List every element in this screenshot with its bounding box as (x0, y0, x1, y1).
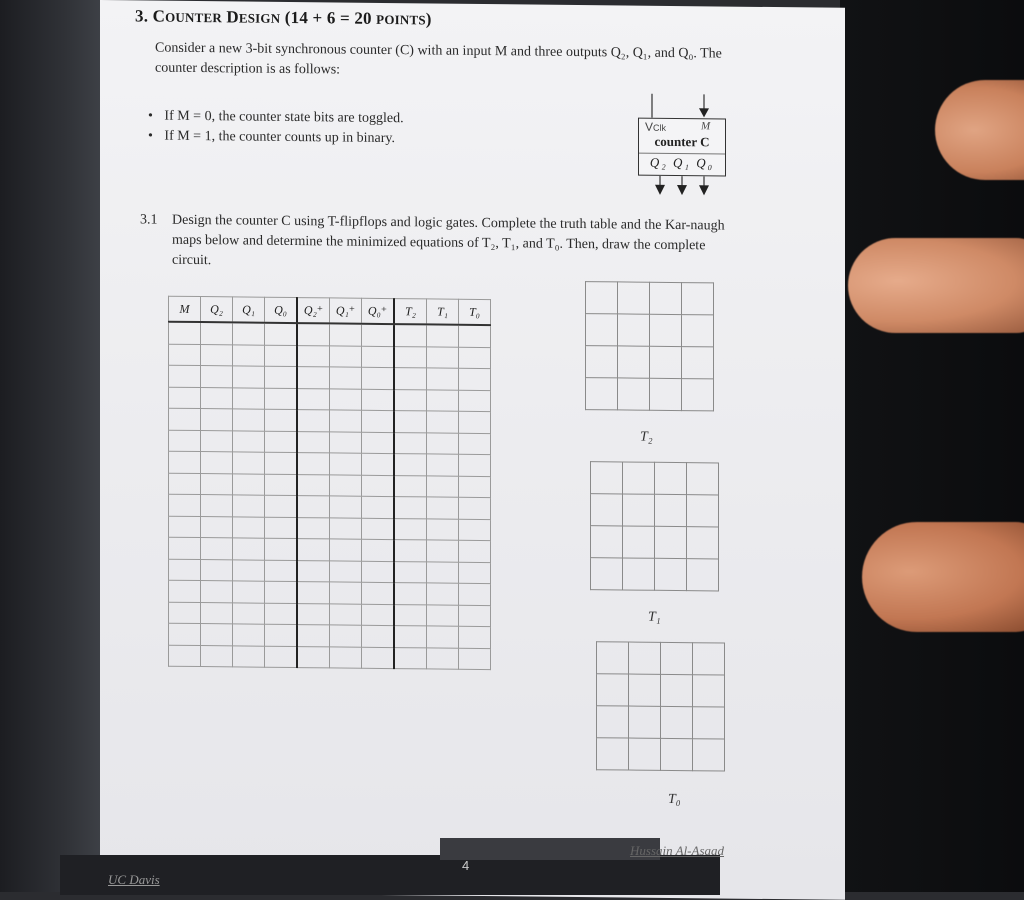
truth-table-cell[interactable] (427, 368, 459, 390)
kmap-cell[interactable] (661, 642, 693, 674)
kmap-cell[interactable] (586, 346, 618, 378)
kmap-cell[interactable] (682, 379, 714, 411)
truth-table-cell[interactable] (394, 411, 427, 433)
footer-right-text: Hussain Al-Asaad (630, 843, 725, 858)
truth-table-cell[interactable] (394, 368, 427, 390)
rule-item: • If M = 0, the counter state bits are toggled. (148, 107, 404, 130)
truth-table-cell[interactable] (265, 560, 298, 582)
kmap-cell[interactable] (693, 707, 725, 739)
truth-table-cell[interactable] (427, 626, 459, 648)
truth-table-cell[interactable] (265, 624, 298, 646)
header-t1: T₁ (427, 299, 459, 325)
truth-table-cell[interactable] (297, 603, 330, 625)
rules-list (148, 107, 404, 150)
truth-table-cell[interactable] (169, 451, 201, 473)
clk-label: VClk (645, 119, 667, 134)
problem-title (135, 6, 432, 29)
kmap-row (586, 378, 714, 411)
kmap-cell[interactable] (661, 674, 693, 706)
truth-table-cell[interactable] (265, 323, 298, 345)
truth-table-cell[interactable] (394, 626, 427, 648)
truth-table-cell[interactable] (297, 345, 330, 367)
truth-table-cell[interactable] (459, 325, 491, 347)
truth-table-cell[interactable] (330, 410, 362, 432)
kmap-cell[interactable] (591, 526, 623, 558)
truth-table-cell[interactable] (201, 495, 233, 517)
kmap-cell[interactable] (586, 314, 618, 346)
kmap-cell[interactable] (597, 738, 629, 770)
kmap-cell[interactable] (586, 378, 618, 410)
truth-table-cell[interactable] (427, 518, 459, 540)
truth-table-cell[interactable] (394, 324, 427, 346)
truth-table-cell[interactable] (427, 540, 459, 562)
finger-bottom (862, 522, 1024, 632)
kmap-cell[interactable] (623, 462, 655, 494)
truth-table-cell[interactable] (330, 453, 362, 475)
kmap-cell[interactable] (682, 315, 714, 347)
truth-table-cell[interactable] (362, 346, 395, 368)
truth-table-cell[interactable] (233, 624, 265, 646)
truth-table-cell[interactable] (459, 519, 491, 541)
truth-table-cell[interactable] (201, 602, 233, 624)
truth-table-cell[interactable] (362, 604, 395, 626)
truth-table-cell[interactable] (362, 324, 395, 346)
kmap-cell[interactable] (597, 642, 629, 674)
kmap-row (597, 706, 725, 739)
kmap-row (591, 462, 719, 495)
truth-table-cell[interactable] (297, 367, 330, 389)
kmap-cell[interactable] (650, 378, 682, 410)
truth-table-cell[interactable] (427, 346, 459, 368)
truth-table-cell[interactable] (330, 539, 362, 561)
truth-table-cell[interactable] (459, 454, 491, 476)
truth-table-cell[interactable] (330, 367, 362, 389)
clk-text: Clk (653, 122, 667, 133)
kmap-row (591, 526, 719, 559)
kmap-cell[interactable] (655, 558, 687, 590)
kmap-cell[interactable] (591, 558, 623, 590)
truth-table-cell[interactable] (297, 431, 330, 453)
header-q1-next: Q₁⁺ (330, 298, 362, 324)
truth-table-cell[interactable] (362, 539, 395, 561)
kmap-cell[interactable] (687, 527, 719, 559)
header-t0: T₀ (459, 299, 491, 325)
header-q2: Q₂ (201, 297, 233, 323)
truth-table-cell[interactable] (297, 539, 330, 561)
kmap-t0 (596, 641, 725, 771)
kmap-cell[interactable] (597, 706, 629, 738)
truth-table-cell[interactable] (233, 645, 265, 667)
intro-paragraph: Consider a new 3-bit synchronous counter (C) with an input M and three outputs Q₂, Q₁, and Q₀. The counter description is as follows: (155, 40, 722, 78)
kmap-cell[interactable] (650, 282, 682, 314)
truth-table-cell[interactable] (265, 603, 298, 625)
kmap-cell[interactable] (618, 378, 650, 410)
truth-table-cell[interactable] (362, 582, 395, 604)
truth-table-cell[interactable] (169, 387, 201, 409)
truth-table-cell[interactable] (169, 430, 201, 452)
truth-table-cell[interactable] (394, 561, 427, 583)
truth-table-cell[interactable] (362, 453, 395, 475)
truth-table-cell[interactable] (233, 602, 265, 624)
truth-table-cell[interactable] (427, 561, 459, 583)
title-part: ESIGN (238, 10, 281, 26)
truth-table-cell[interactable] (394, 583, 427, 605)
truth-table-cell[interactable] (459, 433, 491, 455)
counter-name: counter C (654, 133, 710, 150)
truth-table-cell[interactable] (459, 583, 491, 605)
truth-table-cell[interactable] (169, 344, 201, 366)
kmap-cell[interactable] (693, 675, 725, 707)
title-part: ) (425, 9, 432, 29)
truth-table-cell[interactable] (297, 496, 330, 518)
truth-table-cell[interactable] (362, 625, 395, 647)
footer-right-bg (440, 838, 660, 860)
truth-table-cell[interactable] (169, 645, 201, 667)
truth-table-cell[interactable] (265, 452, 298, 474)
kmap-row (591, 494, 719, 527)
kmap-row (591, 558, 719, 591)
truth-table-cell[interactable] (330, 603, 362, 625)
kmap-cell[interactable] (661, 738, 693, 770)
truth-table-cell[interactable] (297, 560, 330, 582)
truth-table-cell[interactable] (265, 345, 298, 367)
truth-table-cell[interactable] (169, 537, 201, 559)
truth-table-cell[interactable] (265, 388, 298, 410)
truth-table-cell[interactable] (459, 368, 491, 390)
truth-table-cell[interactable] (233, 559, 265, 581)
truth-table-cell[interactable] (297, 517, 330, 539)
screen-bezel-left (0, 0, 110, 892)
kmap-row (586, 314, 714, 347)
finger-top (935, 80, 1024, 180)
truth-table-cell[interactable] (394, 647, 427, 669)
truth-table-cell[interactable] (427, 411, 459, 433)
truth-table-cell[interactable] (265, 495, 298, 517)
truth-table-cell[interactable] (394, 475, 427, 497)
truth-table-cell[interactable] (362, 518, 395, 540)
kmap-cell[interactable] (618, 314, 650, 346)
truth-table-cell[interactable] (201, 409, 233, 431)
kmap-t2-label: T₂ (640, 429, 653, 445)
truth-table-cell[interactable] (233, 538, 265, 560)
truth-table-cell[interactable] (394, 497, 427, 519)
header-q0: Q₀ (265, 297, 298, 323)
truth-table-cell[interactable] (169, 365, 201, 387)
truth-table-cell[interactable] (201, 645, 233, 667)
truth-table-cell[interactable] (201, 559, 233, 581)
truth-table-cell[interactable] (459, 562, 491, 584)
kmap-cell[interactable] (661, 706, 693, 738)
truth-table-cell[interactable] (265, 517, 298, 539)
footer-left-text: UC Davis (108, 872, 160, 887)
truth-table-cell[interactable] (459, 626, 491, 648)
kmap-cell[interactable] (629, 642, 661, 674)
truth-table-cell[interactable] (201, 452, 233, 474)
truth-table-cell[interactable] (459, 476, 491, 498)
kmap-cell[interactable] (591, 462, 623, 494)
truth-table-cell[interactable] (459, 411, 491, 433)
header-q1: Q₁ (233, 297, 265, 323)
truth-table-cell[interactable] (427, 604, 459, 626)
truth-table-cell[interactable] (362, 432, 395, 454)
task-number: 3.1 (140, 212, 158, 228)
truth-table-cell[interactable] (233, 409, 265, 431)
truth-table-cell[interactable] (169, 322, 201, 344)
truth-table-cell[interactable] (394, 346, 427, 368)
header-t2: T₂ (394, 299, 427, 325)
page-number: 4 (462, 858, 470, 873)
truth-table-header-row (169, 296, 491, 325)
truth-table-cell[interactable] (169, 494, 201, 516)
truth-table-cell[interactable] (265, 474, 298, 496)
truth-table-cell[interactable] (233, 495, 265, 517)
kmap-cell[interactable] (687, 463, 719, 495)
title-part: OUNTER (165, 9, 222, 26)
kmap-cell[interactable] (629, 738, 661, 770)
truth-table-cell[interactable] (169, 408, 201, 430)
truth-table-cell[interactable] (201, 538, 233, 560)
kmap-t2 (585, 281, 714, 411)
kmap-cell[interactable] (650, 314, 682, 346)
truth-table-cell[interactable] (169, 516, 201, 538)
truth-table-cell[interactable] (427, 432, 459, 454)
kmap-row (586, 346, 714, 379)
truth-table-cell[interactable] (297, 410, 330, 432)
finger-middle (848, 238, 1024, 333)
kmap-t0-label: T₀ (668, 791, 681, 808)
truth-table-cell[interactable] (394, 604, 427, 626)
truth-table-cell[interactable] (394, 540, 427, 562)
truth-table-cell[interactable] (330, 496, 362, 518)
truth-table-cell[interactable] (362, 475, 395, 497)
truth-table-cell[interactable] (427, 583, 459, 605)
kmap-cell[interactable] (682, 283, 714, 315)
truth-table-cell[interactable] (201, 516, 233, 538)
truth-table-cell[interactable] (459, 347, 491, 369)
truth-table-cell[interactable] (233, 322, 265, 344)
truth-table-cell[interactable] (330, 323, 362, 345)
title-part: (14 + 6 = 20 (280, 7, 377, 28)
kmap-row (597, 674, 725, 707)
title-part: C (152, 6, 166, 26)
truth-table-cell[interactable] (265, 581, 298, 603)
truth-table-cell[interactable] (330, 431, 362, 453)
truth-table-cell[interactable] (394, 389, 427, 411)
header-q0-next: Q₀⁺ (362, 298, 395, 324)
truth-table-cell[interactable] (330, 625, 362, 647)
truth-table-cell[interactable] (265, 646, 298, 668)
truth-table-cell[interactable] (427, 497, 459, 519)
truth-table-cell[interactable] (330, 345, 362, 367)
kmap-t1 (590, 461, 719, 591)
truth-table-cell[interactable] (330, 560, 362, 582)
header-q2-next: Q₂⁺ (297, 298, 330, 324)
kmap-row (586, 282, 714, 315)
truth-table-cell[interactable] (297, 388, 330, 410)
truth-table-cell[interactable] (169, 602, 201, 624)
truth-table-cell[interactable] (427, 475, 459, 497)
truth-table-cell[interactable] (330, 388, 362, 410)
truth-table (168, 296, 491, 670)
kmap-cell[interactable] (629, 706, 661, 738)
truth-table-cell[interactable] (362, 561, 395, 583)
truth-table-cell[interactable] (427, 389, 459, 411)
header-m: M (169, 296, 201, 322)
kmap-cell[interactable] (693, 643, 725, 675)
truth-table-cell[interactable] (265, 431, 298, 453)
truth-table-cell[interactable] (169, 559, 201, 581)
kmap-cell[interactable] (682, 347, 714, 379)
truth-table-cell[interactable] (427, 454, 459, 476)
truth-table-cell[interactable] (201, 387, 233, 409)
kmap-cell[interactable] (687, 559, 719, 591)
truth-table-cell[interactable] (362, 410, 395, 432)
truth-table-cell[interactable] (201, 473, 233, 495)
output-labels: Q₂ Q₁ Q₀ (649, 154, 715, 171)
truth-table-cell[interactable] (362, 389, 395, 411)
document-page (100, 0, 845, 900)
kmap-row (597, 738, 725, 771)
truth-table-cell[interactable] (169, 623, 201, 645)
truth-table-cell[interactable] (459, 497, 491, 519)
rule-item: • If M = 1, the counter counts up in binary. (148, 127, 404, 150)
kmap-cell[interactable] (650, 346, 682, 378)
truth-table-cell[interactable] (201, 581, 233, 603)
truth-table-cell[interactable] (330, 474, 362, 496)
truth-table-cell[interactable] (201, 430, 233, 452)
truth-table-cell[interactable] (201, 344, 233, 366)
truth-table-cell[interactable] (233, 430, 265, 452)
truth-table-cell[interactable] (394, 454, 427, 476)
truth-table-cell[interactable] (297, 646, 330, 668)
truth-table-cell[interactable] (427, 647, 459, 669)
kmap-cell[interactable] (591, 494, 623, 526)
truth-table-cell[interactable] (362, 367, 395, 389)
truth-table-cell[interactable] (233, 581, 265, 603)
truth-table-cell[interactable] (459, 390, 491, 412)
truth-table-cell[interactable] (297, 625, 330, 647)
kmap-cell[interactable] (655, 494, 687, 526)
truth-table-cell[interactable] (427, 324, 459, 346)
truth-table-row (169, 645, 491, 670)
truth-table-cell[interactable] (362, 496, 395, 518)
task-text: Design the counter C using T-flipflops and logic gates. Complete the truth table and the Kar-naugh maps below and determine the minimized equations of T₂, T₁, and T₀. Then, draw the complete circuit. (172, 212, 725, 269)
counter-block (638, 118, 726, 177)
kmap-cell[interactable] (618, 346, 650, 378)
truth-table-cell[interactable] (459, 648, 491, 670)
truth-table-cell[interactable] (201, 322, 233, 344)
title-part: D (221, 7, 239, 27)
kmap-cell[interactable] (655, 462, 687, 494)
truth-table-cell[interactable] (297, 453, 330, 475)
truth-table-cell[interactable] (265, 409, 298, 431)
truth-table-cell[interactable] (233, 366, 265, 388)
truth-table-cell[interactable] (297, 474, 330, 496)
title-part: POINTS (376, 11, 426, 28)
truth-table-cell[interactable] (362, 647, 395, 669)
truth-table-cell[interactable] (297, 323, 330, 345)
truth-table-cell[interactable] (394, 518, 427, 540)
kmap-cell[interactable] (586, 282, 618, 314)
kmap-cell[interactable] (623, 558, 655, 590)
kmap-cell[interactable] (687, 495, 719, 527)
kmap-cell[interactable] (597, 674, 629, 706)
truth-table-cell[interactable] (394, 432, 427, 454)
kmap-cell[interactable] (629, 674, 661, 706)
truth-table-cell[interactable] (201, 624, 233, 646)
kmap-cell[interactable] (623, 494, 655, 526)
truth-table-cell[interactable] (330, 646, 362, 668)
truth-table-cell[interactable] (330, 517, 362, 539)
truth-table-cell[interactable] (169, 580, 201, 602)
truth-table-cell[interactable] (330, 582, 362, 604)
truth-table-cell[interactable] (233, 516, 265, 538)
truth-table-cell[interactable] (169, 473, 201, 495)
truth-table-cell[interactable] (265, 538, 298, 560)
truth-table-cell[interactable] (233, 452, 265, 474)
truth-table-cell[interactable] (233, 473, 265, 495)
kmap-row (597, 642, 725, 675)
kmap-cell[interactable] (693, 739, 725, 771)
task-3-1 (140, 210, 740, 276)
truth-table-cell[interactable] (459, 540, 491, 562)
problem-number: 3. (135, 6, 149, 26)
truth-table-cell[interactable] (233, 387, 265, 409)
truth-table-cell[interactable] (201, 366, 233, 388)
truth-table-cell[interactable] (265, 366, 298, 388)
kmap-cell[interactable] (655, 526, 687, 558)
kmap-cell[interactable] (623, 526, 655, 558)
truth-table-cell[interactable] (459, 605, 491, 627)
kmap-cell[interactable] (618, 282, 650, 314)
truth-table-body (169, 322, 491, 670)
truth-table-cell[interactable] (297, 582, 330, 604)
input-m-label: M (701, 120, 711, 133)
truth-table-cell[interactable] (233, 344, 265, 366)
kmap-t1-label: T₁ (648, 609, 661, 625)
